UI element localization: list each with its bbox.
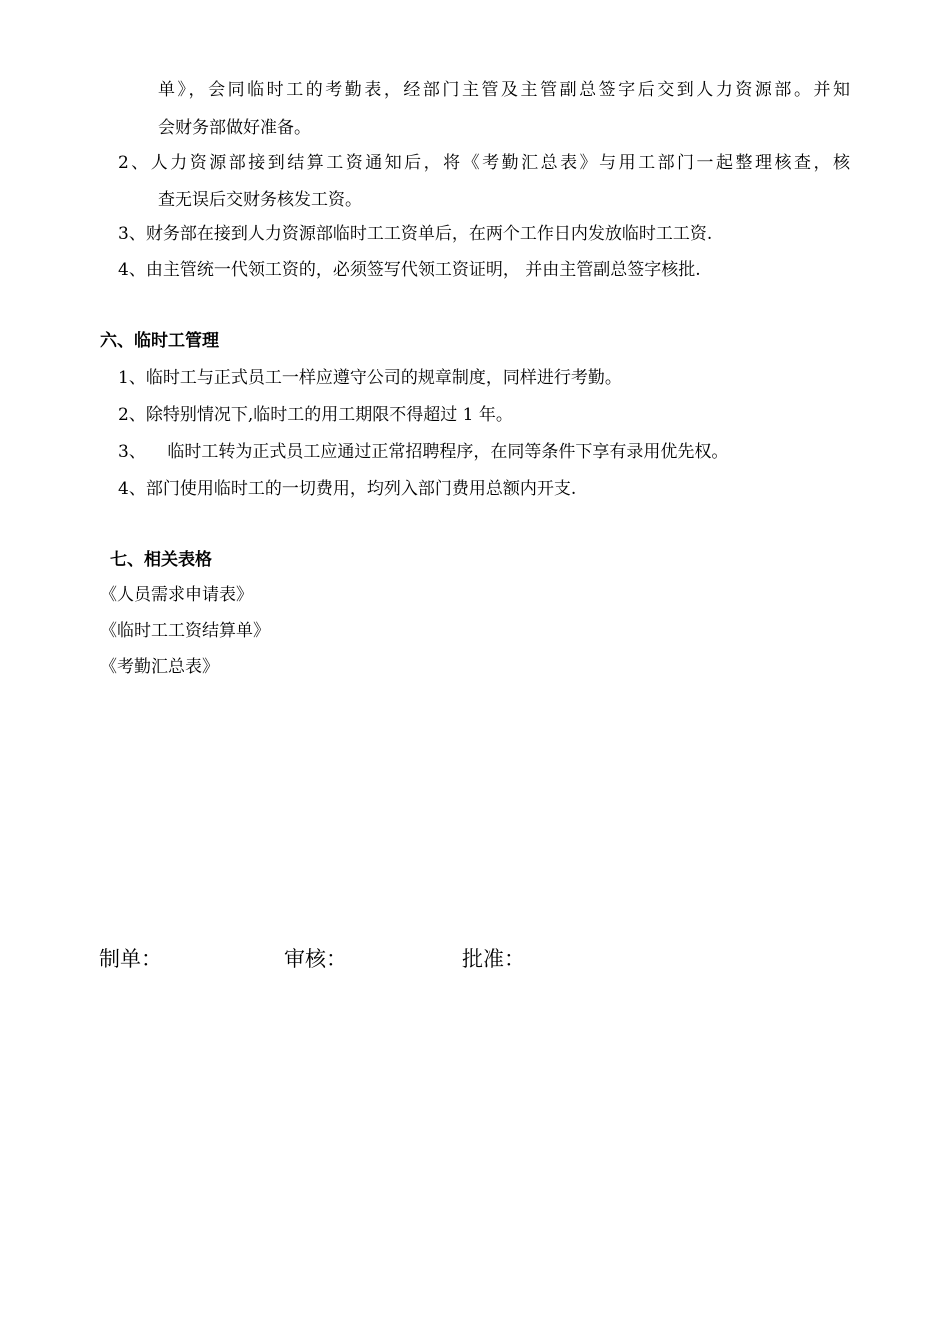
section6-item-3: 3、 临时工转为正式员工应通过正常招聘程序，在同等条件下享有录用优先权。 bbox=[118, 442, 729, 462]
prepared-by-label: 制单： bbox=[99, 947, 162, 971]
item1-continuation-line2: 会财务部做好准备。 bbox=[158, 118, 311, 138]
form-item-1: 《人员需求申请表》 bbox=[100, 585, 253, 605]
approved-by-label: 批准： bbox=[462, 947, 525, 971]
item1-continuation-line1: 单》，会同临时工的考勤表，经部门主管及主管副总签字后交到人力资源部。并知 bbox=[158, 80, 850, 100]
item2-line1: 2、人力资源部接到结算工资通知后，将《考勤汇总表》与用工部门一起整理核查，核 bbox=[118, 153, 850, 173]
item2-line2: 查无误后交财务核发工资。 bbox=[158, 190, 362, 210]
section6-item-1: 1、临时工与正式员工一样应遵守公司的规章制度，同样进行考勤。 bbox=[118, 368, 622, 388]
section7-heading: 七、相关表格 bbox=[110, 550, 212, 570]
section6-item-4: 4、部门使用临时工的一切费用，均列入部门费用总额内开支. bbox=[118, 479, 577, 499]
form-item-3: 《考勤汇总表》 bbox=[100, 657, 219, 677]
section6-item-2: 2、除特别情况下,临时工的用工期限不得超过 1 年。 bbox=[118, 405, 513, 425]
section6-heading: 六、临时工管理 bbox=[100, 331, 219, 351]
reviewed-by-label: 审核： bbox=[284, 947, 347, 971]
item4: 4、由主管统一代领工资的，必须签写代领工资证明， 并由主管副总签字核批. bbox=[118, 260, 701, 280]
item3: 3、财务部在接到人力资源部临时工工资单后，在两个工作日内发放临时工工资. bbox=[118, 224, 713, 244]
form-item-2: 《临时工工资结算单》 bbox=[100, 621, 270, 641]
